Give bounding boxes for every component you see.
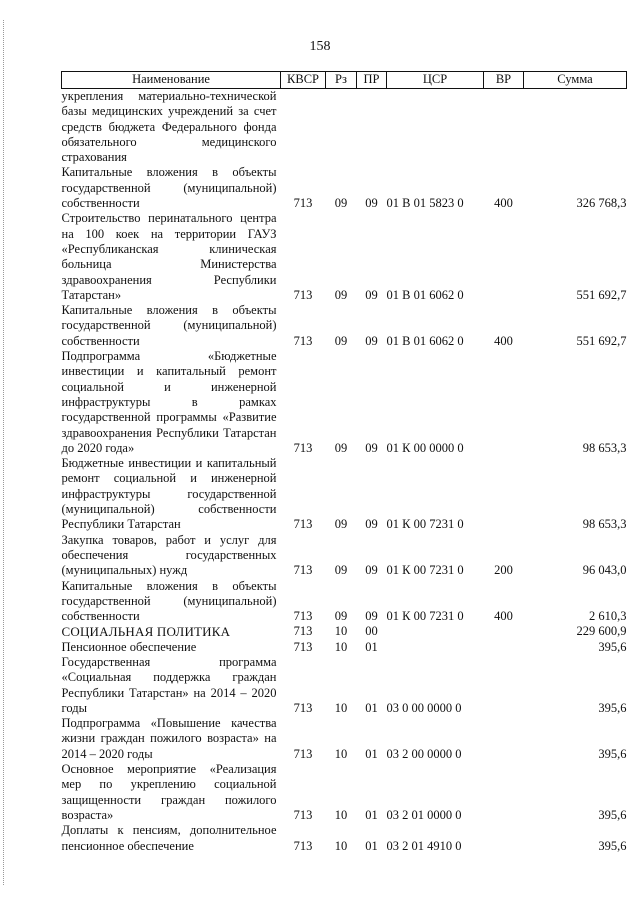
row-pr bbox=[357, 89, 387, 166]
row-vr bbox=[484, 823, 524, 854]
row-pr: 09 bbox=[365, 440, 378, 455]
column-header-name: Наименование bbox=[62, 72, 281, 89]
page-edge-dots bbox=[3, 20, 5, 885]
row-name: Капитальные вложения в объекты государственной (муниципальной) собственности bbox=[61, 578, 277, 624]
row-kvsr: 713 bbox=[293, 563, 313, 578]
table-header-row bbox=[62, 72, 627, 89]
column-header-csr: ЦСР bbox=[387, 72, 484, 89]
row-kvsr: 713 bbox=[293, 838, 313, 853]
row-rz: 10 bbox=[334, 700, 348, 715]
row-vr bbox=[484, 762, 524, 823]
row-pr: 01 bbox=[365, 838, 378, 853]
table-row bbox=[62, 303, 627, 349]
table-row bbox=[62, 716, 627, 762]
table-row bbox=[62, 456, 627, 532]
row-rz: 10 bbox=[334, 746, 348, 761]
row-pr: 09 bbox=[365, 517, 378, 532]
row-csr: 01 В 01 5823 0 bbox=[386, 196, 464, 211]
row-pr: 09 bbox=[365, 333, 378, 348]
row-sum: 326 768,3 bbox=[576, 196, 627, 211]
row-kvsr: 713 bbox=[293, 440, 313, 455]
budget-table bbox=[61, 71, 627, 854]
table-row bbox=[62, 533, 627, 579]
row-csr: 01 К 00 7231 0 bbox=[386, 517, 464, 532]
row-rz: 09 bbox=[334, 196, 348, 211]
row-rz bbox=[326, 89, 357, 166]
table-row bbox=[62, 89, 627, 166]
row-sum: 98 653,3 bbox=[582, 440, 627, 455]
row-vr bbox=[484, 349, 524, 456]
table-row bbox=[62, 579, 627, 625]
row-pr: 09 bbox=[365, 609, 378, 624]
page-number: 158 bbox=[309, 39, 331, 54]
row-sum: 98 653,3 bbox=[582, 517, 627, 532]
column-header-vr: ВР bbox=[484, 72, 524, 89]
row-name: Капитальные вложения в объекты государственной (муниципальной) собственности bbox=[61, 303, 277, 348]
row-csr bbox=[387, 89, 484, 166]
table-row bbox=[62, 640, 627, 655]
row-name: Закупка товаров, работ и услуг для обеспечения государственных (муниципальных) нужд bbox=[61, 532, 277, 578]
row-pr: 00 bbox=[365, 624, 378, 639]
row-vr: 400 bbox=[494, 333, 513, 348]
row-sum: 96 043,0 bbox=[582, 563, 627, 578]
row-csr: 03 0 00 0000 0 bbox=[386, 700, 462, 715]
row-name: Доплаты к пенсиям, дополнительное пенсионное обеспечение bbox=[61, 823, 277, 853]
row-vr bbox=[484, 624, 524, 639]
row-sum: 395,6 bbox=[598, 807, 627, 822]
row-sum: 395,6 bbox=[598, 700, 627, 715]
row-sum: 229 600,9 bbox=[576, 624, 627, 639]
row-name: укрепления материально-технической базы медицинских учреждений за счет средств бюджета Федерального фонда обязательного медицинского страхования bbox=[61, 89, 277, 165]
row-kvsr bbox=[281, 89, 326, 166]
row-kvsr: 713 bbox=[293, 624, 313, 639]
row-kvsr: 713 bbox=[293, 517, 313, 532]
row-csr: 03 2 01 4910 0 bbox=[386, 838, 462, 853]
row-rz: 09 bbox=[334, 287, 348, 302]
table-row bbox=[62, 211, 627, 303]
row-rz: 10 bbox=[334, 639, 348, 654]
row-pr: 01 bbox=[365, 746, 378, 761]
row-rz: 09 bbox=[334, 440, 348, 455]
table-row bbox=[62, 762, 627, 823]
row-sum: 551 692,7 bbox=[576, 333, 627, 348]
row-sum bbox=[524, 89, 627, 166]
row-sum: 395,6 bbox=[598, 639, 627, 654]
row-csr: 01 К 00 7231 0 bbox=[386, 563, 464, 578]
row-rz: 09 bbox=[334, 517, 348, 532]
column-header-kvsr: КВСР bbox=[281, 72, 326, 89]
row-csr: 01 К 00 7231 0 bbox=[386, 609, 464, 624]
row-name: Основное мероприятие «Реализация мер по укреплению социальной защищенности граждан пожилого возраста» bbox=[61, 762, 277, 822]
row-rz: 10 bbox=[334, 624, 348, 639]
row-vr bbox=[484, 211, 524, 303]
row-kvsr: 713 bbox=[293, 287, 313, 302]
row-name: Пенсионное обеспечение bbox=[61, 639, 197, 654]
row-name: Подпрограмма «Бюджетные инвестиции и капитальный ремонт социальной и инженерной инфраструктуры в рамках государственной программы «Развитие здравоохранения Республики Татарстан до 2020 года» bbox=[61, 349, 277, 455]
row-rz: 10 bbox=[334, 838, 348, 853]
row-name: Капитальные вложения в объекты государственной (муниципальной) собственности bbox=[61, 165, 277, 211]
row-kvsr: 713 bbox=[293, 609, 313, 624]
row-kvsr: 713 bbox=[293, 746, 313, 761]
row-name: Бюджетные инвестиции и капитальный ремонт социальной и инженерной инфраструктуры государственной (муниципальной) собственности Республики Татарстан bbox=[61, 456, 277, 532]
row-kvsr: 713 bbox=[293, 196, 313, 211]
row-csr: 03 2 00 0000 0 bbox=[386, 746, 462, 761]
row-rz: 09 bbox=[334, 609, 348, 624]
row-vr bbox=[484, 456, 524, 532]
row-kvsr: 713 bbox=[293, 639, 313, 654]
table-row bbox=[62, 624, 627, 639]
row-sum: 395,6 bbox=[598, 838, 627, 853]
table-row bbox=[62, 165, 627, 211]
row-pr: 09 bbox=[365, 563, 378, 578]
row-pr: 01 bbox=[365, 807, 378, 822]
row-vr bbox=[484, 89, 524, 166]
row-rz: 10 bbox=[334, 807, 348, 822]
row-kvsr: 713 bbox=[293, 333, 313, 348]
column-header-sum: Сумма bbox=[524, 72, 627, 89]
row-pr: 01 bbox=[365, 639, 378, 654]
row-vr: 200 bbox=[494, 563, 513, 578]
row-vr bbox=[484, 655, 524, 716]
row-pr: 01 bbox=[365, 700, 378, 715]
row-csr: 03 2 01 0000 0 bbox=[386, 807, 462, 822]
row-name: Государственная программа «Социальная поддержка граждан Республики Татарстан» на 2014 – 2020 годы bbox=[61, 654, 277, 715]
table-row bbox=[62, 655, 627, 716]
row-vr: 400 bbox=[494, 196, 513, 211]
row-csr: 01 К 00 0000 0 bbox=[386, 440, 464, 455]
row-vr bbox=[484, 640, 524, 655]
row-pr: 09 bbox=[365, 287, 378, 302]
row-csr bbox=[387, 624, 484, 639]
row-kvsr: 713 bbox=[293, 700, 313, 715]
row-vr bbox=[484, 716, 524, 762]
table-row bbox=[62, 349, 627, 456]
row-sum: 551 692,7 bbox=[576, 287, 627, 302]
column-header-rz: Рз bbox=[326, 72, 357, 89]
row-csr bbox=[387, 640, 484, 655]
row-rz: 09 bbox=[334, 333, 348, 348]
row-vr: 400 bbox=[494, 609, 513, 624]
row-rz: 09 bbox=[334, 563, 348, 578]
row-csr: 01 В 01 6062 0 bbox=[386, 287, 464, 302]
row-sum: 395,6 bbox=[598, 746, 627, 761]
table-row bbox=[62, 823, 627, 854]
row-pr: 09 bbox=[365, 196, 378, 211]
row-name: Подпрограмма «Повышение качества жизни граждан пожилого возраста» на 2014 – 2020 годы bbox=[61, 716, 277, 761]
row-name: СОЦИАЛЬНАЯ ПОЛИТИКА bbox=[61, 624, 231, 640]
row-kvsr: 713 bbox=[293, 807, 313, 822]
row-csr: 01 В 01 6062 0 bbox=[386, 333, 464, 348]
row-name: Строительство перинатального центра на 100 коек на территории ГАУЗ «Республиканская клиническая больница Министерства здравоохранения Республики Татарстан» bbox=[61, 211, 277, 302]
column-header-pr: ПР bbox=[357, 72, 387, 89]
row-sum: 2 610,3 bbox=[589, 609, 627, 624]
